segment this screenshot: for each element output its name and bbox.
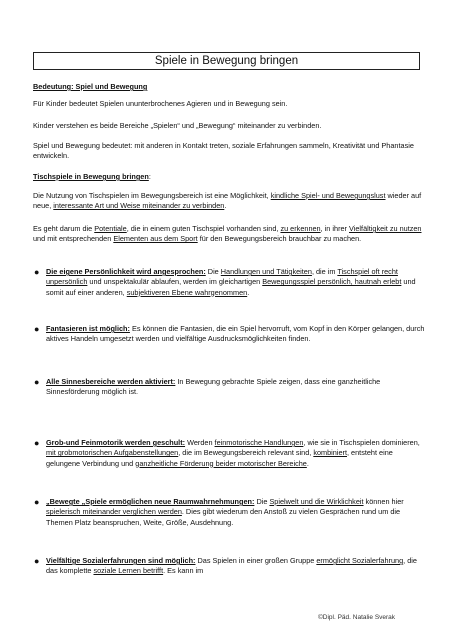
section-heading-bedeutung (33, 82, 428, 92)
bullet-icon: ● (34, 438, 40, 448)
text: Es geht darum die (33, 224, 95, 233)
text: und unspektakulär ablaufen, werden im gleichartigen (87, 277, 263, 287)
text: . (224, 201, 227, 211)
list-item (34, 377, 428, 398)
paragraph (33, 224, 428, 245)
text: Es können die Fantasien, die ein Spiel hervorruft, vom Kopf in den Körper gelangen, durch aktives Handeln umgesetzt werden und vielfältige Ausdrucksmöglichkeiten finden. (46, 324, 425, 344)
underlined-text: zu erkennen (280, 224, 321, 233)
paragraph: Für Kinder bedeutet Spielen ununterbrochenes Agieren und in Bewegung sein. (33, 99, 288, 108)
text: für den Bewegungsbereich brauchbar zu machen. (197, 234, 362, 244)
underlined-text: Handlungen und Tätigkeiten (220, 267, 312, 276)
text: , die im (311, 267, 338, 276)
underlined-text: kindliche Spiel- und Bewegungslust (270, 191, 386, 200)
underlined-text: Tischspiel oft recht unpersönlich (46, 267, 398, 287)
bullet-lead: Alle Sinnesbereiche werden aktiviert: (46, 377, 176, 386)
text: In Bewegung gebrachte Spiele zeigen, dass eine ganzheitliche Sinnesförderung möglich ist. (46, 377, 381, 397)
underlined-text: ganzheitliche Förderung beider motorischer Bereiche (135, 458, 307, 468)
underlined-text: feinmotorische Handlungen (214, 438, 304, 447)
page-title: Spiele in Bewegung bringen (33, 52, 420, 70)
text: . Dies gibt wiederum den Anstoß zu vielen Gesprächen rund um die Themen Platz beanspruchen, Weite, Größe, Ausdehnung. (46, 507, 401, 527)
underlined-text: Elementen aus dem Sport (113, 234, 198, 244)
text: , die das komplette (46, 556, 417, 576)
text: Werden (185, 438, 215, 447)
text: können hier (363, 497, 404, 506)
heading-text: Bedeutung: Spiel und Bewegung (33, 82, 148, 91)
text: Das Spielen in einer großen Gruppe (195, 556, 317, 565)
bullet-lead: Fantasieren ist möglich: (46, 324, 130, 333)
bullet-icon: ● (34, 324, 40, 334)
list-item (34, 267, 428, 298)
heading-colon: : (148, 172, 151, 181)
bullet-icon: ● (34, 377, 40, 387)
text: und somit auf einer anderen, (46, 277, 416, 297)
underlined-text: soziale Lernen betrifft (93, 566, 164, 576)
underlined-text: Bewegungsspiel persönlich, hautnah erlebt (262, 277, 402, 287)
text: . (247, 287, 250, 297)
underlined-text: Spielwelt und die Wirklichkeit (269, 497, 364, 506)
underlined-text: ermöglicht Sozialerfahrung (316, 556, 404, 565)
text: wieder auf neue, (33, 191, 422, 211)
text: , entsteht eine gelungene Verbindung und (46, 448, 393, 468)
bullet-icon: ● (34, 556, 40, 566)
text: Die Nutzung von Tischspielen im Bewegungsbereich ist eine Möglichkeit, (33, 191, 271, 200)
paragraph: Kinder verstehen es beide Bereiche „Spielen“ und „Bewegung“ miteinander zu verbinden. (33, 121, 322, 130)
text: Die (205, 267, 221, 276)
bullet-lead: Grob-und Feinmotorik werden geschult: (46, 438, 186, 447)
text: . (306, 458, 309, 468)
underlined-text: subjektiveren Ebene wahrgenommen (126, 287, 248, 297)
bullet-icon: ● (34, 497, 40, 507)
text: . Es kann im (163, 566, 204, 576)
text: Die (254, 497, 270, 506)
underlined-text: Potentiale (94, 224, 127, 233)
heading-text: Tischspiele in Bewegung bringen (33, 172, 149, 181)
footer-copyright: ©Dipl. Päd. Natalie Sverak (318, 614, 396, 621)
bullet-icon: ● (34, 267, 40, 277)
list-item (34, 324, 428, 345)
text: , die im Bewegungsbereich relevant sind, (178, 448, 314, 458)
text: , in ihrer (320, 224, 350, 233)
list-item (34, 438, 428, 469)
bullet-lead: Die eigene Persönlichkeit wird angesprochen: (46, 267, 206, 276)
bullet-lead: Vielfältige Sozialerfahrungen sind möglich: (46, 556, 196, 565)
underlined-text: spielerisch miteinander verglichen werden (46, 507, 182, 517)
list-item (34, 497, 428, 528)
text: , wie sie in Tischspielen dominieren, (303, 438, 420, 447)
underlined-text: kombiniert (313, 448, 347, 458)
section-heading-tischspiele (33, 172, 428, 182)
underlined-text: mit grobmotorischen Aufgabenstellungen (46, 448, 179, 458)
text: , die in einem guten Tischspiel vorhanden sind, (126, 224, 281, 233)
text: und mit entsprechenden (33, 234, 114, 244)
paragraph: Spiel und Bewegung bedeutet: mit anderen in Kontakt treten, soziale Erfahrungen sammeln, Kreativität und Phantasie entwickeln. (33, 141, 414, 161)
underlined-text: interessante Art und Weise miteinander zu verbinden (53, 201, 225, 211)
paragraph (33, 191, 428, 212)
bullet-lead: „Bewegte „Spiele ermöglichen neue Raumwahrnehmungen: (46, 497, 255, 506)
list-item (34, 556, 428, 577)
underlined-text: Vielfältigkeit zu nutzen (349, 224, 422, 233)
